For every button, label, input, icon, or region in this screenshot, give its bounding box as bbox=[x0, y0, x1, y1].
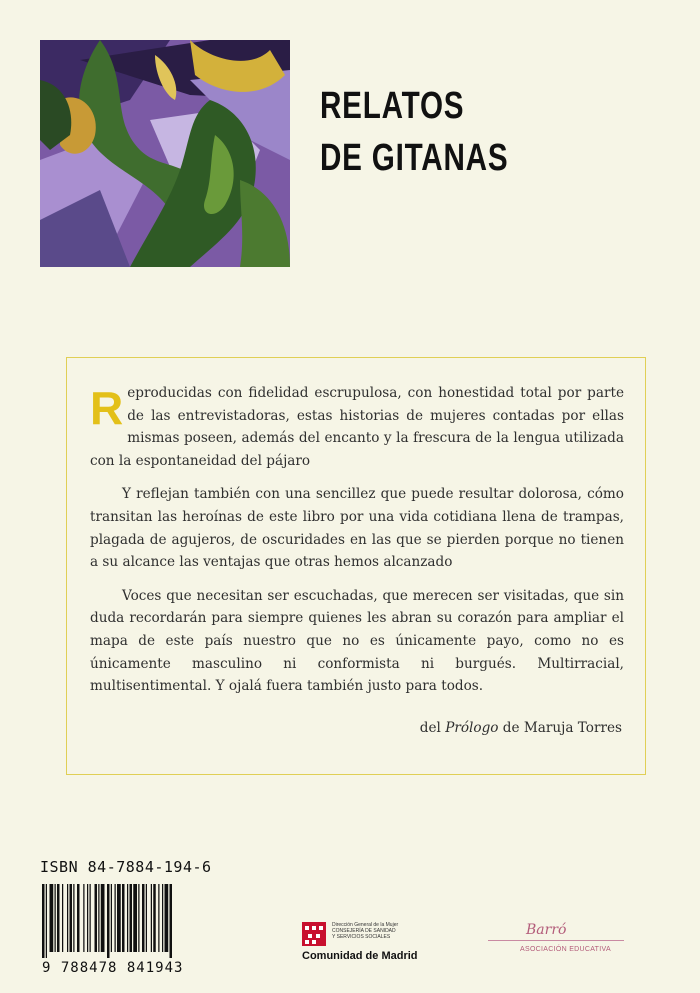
barcode-bar bbox=[70, 884, 73, 952]
cover-illustration bbox=[40, 40, 290, 267]
barro-logo bbox=[482, 922, 630, 962]
barcode-bar bbox=[122, 884, 125, 952]
attribution-work: Prólogo bbox=[445, 720, 499, 736]
barcode-bar bbox=[46, 884, 47, 958]
barcode-bar bbox=[146, 884, 147, 952]
cam-name: Comunidad de Madrid bbox=[302, 950, 418, 962]
barcode-bar bbox=[153, 884, 156, 952]
barcode-bar bbox=[95, 884, 98, 952]
title-line-2: DE GITANAS bbox=[320, 137, 509, 179]
attribution-prefix: del bbox=[419, 720, 441, 736]
book-title bbox=[320, 80, 508, 184]
barcode-bar bbox=[151, 884, 152, 952]
barcode-bar bbox=[101, 884, 105, 952]
cam-line-1: Dirección General de la Mujer bbox=[332, 922, 399, 928]
barcode-bar bbox=[111, 884, 112, 952]
barcode-digits: 9 788478 841943 bbox=[42, 960, 184, 976]
barcode bbox=[40, 884, 222, 958]
blurb-paragraph-3: Voces que necesitan ser escuchadas, que merecen ser visitadas, que sin duda recordarán para siempre quienes les abran su corazón para ampliar el mapa de este país nuestro que no es únicamente payo, como no es únicamente masculino ni conformista ni burgués. Multirracial, multisentimental. Y ojalá fuera también justo para todos. bbox=[90, 587, 624, 695]
barcode-bar bbox=[55, 884, 56, 952]
barcode-bar bbox=[158, 884, 159, 952]
barcode-bar bbox=[90, 884, 91, 952]
back-cover-blurb bbox=[90, 382, 624, 709]
barcode-bar bbox=[83, 884, 84, 952]
cam-line-2: CONSEJERÍA DE SANIDAD bbox=[332, 928, 396, 934]
barro-name: Barró bbox=[526, 922, 567, 938]
drop-cap: R bbox=[90, 382, 124, 434]
barcode-bar bbox=[57, 884, 60, 952]
barcode-bar bbox=[98, 884, 99, 952]
barcode-bar bbox=[67, 884, 68, 952]
title-line-1: RELATOS bbox=[320, 85, 465, 127]
isbn-label: ISBN 84-7884-194-6 bbox=[40, 858, 212, 876]
blurb-paragraph-1 bbox=[90, 382, 624, 472]
barcode-bar bbox=[133, 884, 137, 952]
barro-underline bbox=[488, 940, 624, 941]
barcode-bar bbox=[162, 884, 163, 952]
blurb-paragraph-1-text: eproducidas con fidelidad escrupulosa, con honestidad total por parte de las entrevistadoras, estas historias de mujeres contadas por ellas mismas poseen, además del encanto y la frescura de la lengua utilizada con la espontaneidad del pájaro bbox=[90, 385, 624, 469]
barcode-bar bbox=[117, 884, 121, 952]
barcode-bar bbox=[138, 884, 139, 952]
barcode-bar bbox=[142, 884, 145, 952]
cam-department bbox=[332, 922, 472, 940]
barcode-bar bbox=[115, 884, 116, 952]
barcode-bar bbox=[165, 884, 169, 952]
madrid-flag-icon bbox=[302, 922, 326, 946]
barcode-bar bbox=[62, 884, 63, 952]
barro-subtitle: ASOCIACIÓN EDUCATIVA bbox=[520, 946, 611, 953]
barcode-bar bbox=[170, 884, 173, 958]
barcode-bar bbox=[50, 884, 54, 952]
barcode-bar bbox=[73, 884, 74, 952]
blurb-paragraph-2: Y reflejan también con una sencillez que puede resultar dolorosa, cómo transitan las heroínas de este libro por una vida cotidiana llena de trampas, plagada de agujeros, de oscuridades en las que se pierden porque no tienen a su alcance las ventajas que otras hemos alcanzado bbox=[90, 486, 624, 571]
barcode-bar bbox=[77, 884, 80, 952]
prologue-attribution bbox=[420, 720, 622, 736]
barcode-bar bbox=[127, 884, 128, 952]
barcode-bar bbox=[42, 884, 45, 958]
barcode-bar bbox=[87, 884, 88, 952]
cam-line-3: Y SERVICIOS SOCIALES bbox=[332, 934, 391, 940]
barcode-bar bbox=[130, 884, 133, 952]
barcode-bar bbox=[107, 884, 110, 958]
attribution-author: de Maruja Torres bbox=[502, 720, 622, 736]
